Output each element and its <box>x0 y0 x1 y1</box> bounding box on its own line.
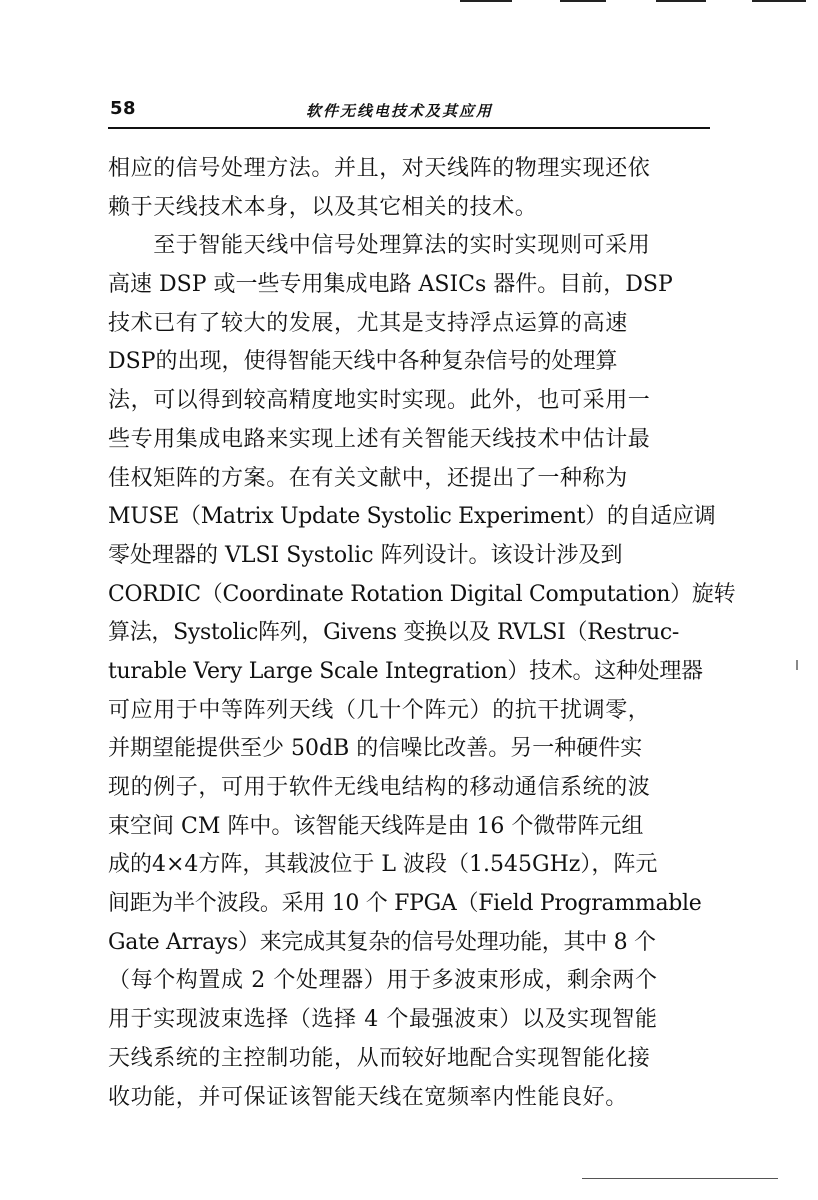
text-line: 赖于天线技术本身，以及其它相关的技术。 <box>108 194 538 220</box>
text-line: 用于实现波束选择（选择 4 个最强波束）以及实现智能 <box>108 1007 658 1033</box>
page-number: 58 <box>110 98 137 119</box>
text-line: 法，可以得到较高精度地实时实现。此外，也可采用一 <box>108 388 651 414</box>
running-title: 软件无线电技术及其应用 <box>306 102 494 120</box>
scan-mark-top-2 <box>560 0 606 2</box>
scan-mark-right <box>796 660 798 670</box>
text-line: 现的例子，可用于软件无线电结构的移动通信系统的波 <box>108 775 651 800</box>
page-header <box>108 96 708 130</box>
scan-mark-top-1 <box>460 0 512 2</box>
scan-mark-top-3 <box>656 0 706 2</box>
text-line: Gate Arrays）来完成其复杂的信号处理功能，其中 8 个 <box>108 929 656 955</box>
body-text <box>108 150 736 1117</box>
text-line: 高速 DSP 或一些专用集成电路 ASICs 器件。目前，DSP <box>108 272 673 298</box>
text-line: 成的4×4方阵，其载波位于 L 波段（1.545GHz），阵元 <box>108 852 658 878</box>
text-line: 间距为半个波段。采用 10 个 FPGA（Field Programmable <box>108 891 702 917</box>
scan-mark-top-4 <box>752 0 806 2</box>
text-line: CORDIC（Coordinate Rotation Digital Computation）旋转 <box>108 581 736 607</box>
text-line: （每个构置成 2 个处理器）用于多波束形成，剩余两个 <box>108 968 658 994</box>
text-line: 至于智能天线中信号处理算法的实时实现则可采用 <box>108 233 651 259</box>
text-line: 天线系统的主控制功能，从而较好地配合实现智能化接 <box>108 1045 651 1071</box>
scan-mark-bottom <box>582 1178 778 1179</box>
header-rule <box>108 127 710 129</box>
text-line: 些专用集成电路来实现上述有关智能天线技术中估计最 <box>108 426 651 452</box>
text-line: 技术已有了较大的发展，尤其是支持浮点运算的高速 <box>108 310 628 336</box>
text-line: MUSE（Matrix Update Systolic Experiment）的自适应调 <box>108 504 716 530</box>
text-line: 佳权矩阵的方案。在有关文献中，还提出了一种称为 <box>108 465 628 491</box>
text-line: 相应的信号处理方法。并且，对天线阵的物理实现还依 <box>108 156 651 181</box>
text-line: 并期望能提供至少 50dB 的信噪比改善。另一种硬件实 <box>108 736 643 762</box>
text-line: 零处理器的 VLSI Systolic 阵列设计。该设计涉及到 <box>108 542 623 568</box>
text-line: DSP的出现，使得智能天线中各种复杂信号的处理算 <box>108 349 618 375</box>
text-line: 收功能，并可保证该智能天线在宽频率内性能良好。 <box>108 1084 628 1110</box>
text-line: 算法，Systolic阵列，Givens 变换以及 RVLSI（Restruc- <box>108 620 679 646</box>
text-line: turable Very Large Scale Integration）技术。这种处理器 <box>108 658 703 684</box>
text-line: 可应用于中等阵列天线（几十个阵元）的抗干扰调零， <box>108 697 651 723</box>
text-line: 束空间 CM 阵中。该智能天线阵是由 16 个微带阵元组 <box>108 813 644 839</box>
